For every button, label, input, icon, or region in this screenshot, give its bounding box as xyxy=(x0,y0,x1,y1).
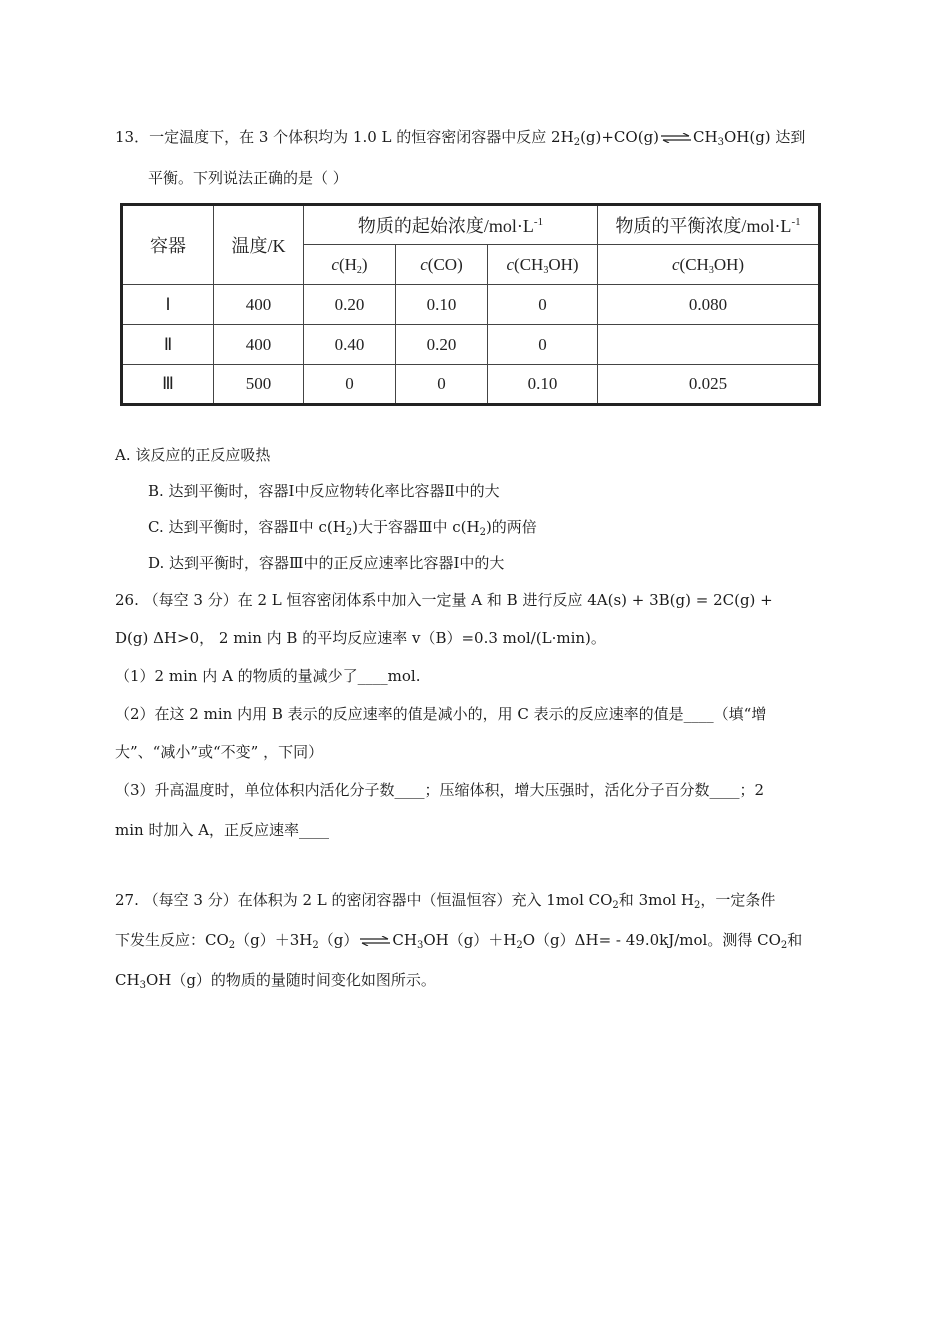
q26-part3: （3）升高温度时，单位体积内活化分子数____；压缩体积，增大压强时，活化分子百分数____；2 xyxy=(115,781,765,799)
q26-part2: （2）在这 2 min 内用 B 表示的反应速率的值是减小的，用 C 表示的反应速率的值是____（填“增 xyxy=(115,705,767,723)
option-c: C. 达到平衡时，容器Ⅱ中 $c(H_2)$大于容器Ⅲ中 $c(H_2)$的两倍 xyxy=(148,518,537,538)
q27-line2: 下发生反应：$CO_2(g)+3H_2(g)$ $CH_3OH(g)+H_2O(g)\Delta H= - 49.0kJ/mol$。测得 $CO_2$和 xyxy=(115,931,803,951)
cell xyxy=(598,325,820,365)
cell: 0.080 xyxy=(598,285,820,325)
cell: 0 xyxy=(304,365,396,405)
option-d: D. 达到平衡时，容器Ⅲ中的正反应速率比容器Ⅰ中的大 xyxy=(148,554,505,572)
subheader-c-ch3oh-equilibrium: $c(CH_3OH)$ xyxy=(598,245,820,285)
cell: 0.20 xyxy=(396,325,488,365)
cell: Ⅲ xyxy=(122,365,214,405)
cell: 0.10 xyxy=(396,285,488,325)
cell: 0.025 xyxy=(598,365,820,405)
concentration-table xyxy=(120,203,821,406)
cell: 400 xyxy=(214,325,304,365)
cell: 0.20 xyxy=(304,285,396,325)
cell: 500 xyxy=(214,365,304,405)
option-a: A. 该反应的正反应吸热 xyxy=(115,446,271,464)
q26-part2-cont: 大”、“减小”或“不变” ，下同） xyxy=(115,743,324,761)
table-row xyxy=(122,365,820,405)
q27-line3: $CH_3OH(g)$的物质的量随时间变化如图所示。 xyxy=(115,971,436,991)
header-temperature: 温度/K xyxy=(214,205,304,285)
subheader-c-ch3oh-initial: $c(CH_3OH)$ xyxy=(488,245,598,285)
cell: 400 xyxy=(214,285,304,325)
subheader-c-h2: $c(H_2)$ xyxy=(304,245,396,285)
header-container: 容器 xyxy=(122,205,214,285)
cell: 0.10 xyxy=(488,365,598,405)
cell: 0.40 xyxy=(304,325,396,365)
q26-part3-cont: min 时加入 A，正反应速率____ xyxy=(115,821,330,839)
header-initial-concentration: 物质的起始浓度$/mol\cdot L^{-1}$ xyxy=(304,205,598,245)
table-row xyxy=(122,325,820,365)
table-row xyxy=(122,285,820,325)
cell: 0 xyxy=(488,285,598,325)
cell: 0 xyxy=(488,325,598,365)
option-b: B. 达到平衡时，容器Ⅰ中反应物转化率比容器Ⅱ中的大 xyxy=(148,482,500,500)
equilibrium-arrow-icon xyxy=(661,133,691,143)
q13-line1: 13．一定温度下，在 3 个体积均为 1.0 L 的恒容密闭容器中反应 $2H_2(g)+CO(g)$ $CH_3OH(g)$ 达到 xyxy=(115,128,806,148)
cell: Ⅰ xyxy=(122,285,214,325)
q27-line1: 27. （每空 3 分）在体积为 2 L 的密闭容器中（恒温恒容）充入 1mol $CO_2$和 3mol $H_2$，一定条件 xyxy=(115,891,776,911)
q26-line2: D(g) ΔH>0， 2 min 内 B 的平均反应速率 v（B）=0.3 mol/(L·min)。 xyxy=(115,629,606,647)
cell: Ⅱ xyxy=(122,325,214,365)
q26-line1: 26. （每空 3 分）在 2 L 恒容密闭体系中加入一定量 A 和 B 进行反应 4A(s) + 3B(g) = 2C(g) + xyxy=(115,591,773,609)
subheader-c-co: c(CO) xyxy=(396,245,488,285)
q13-line2: 平衡。下列说法正确的是（ ） xyxy=(148,169,348,187)
q26-part1: （1）2 min 内 A 的物质的量减少了____mol. xyxy=(115,667,421,685)
cell: 0 xyxy=(396,365,488,405)
equilibrium-arrow-icon xyxy=(360,936,390,946)
header-equilibrium-concentration: 物质的平衡浓度$/mol\cdot L^{-1}$ xyxy=(598,205,820,245)
